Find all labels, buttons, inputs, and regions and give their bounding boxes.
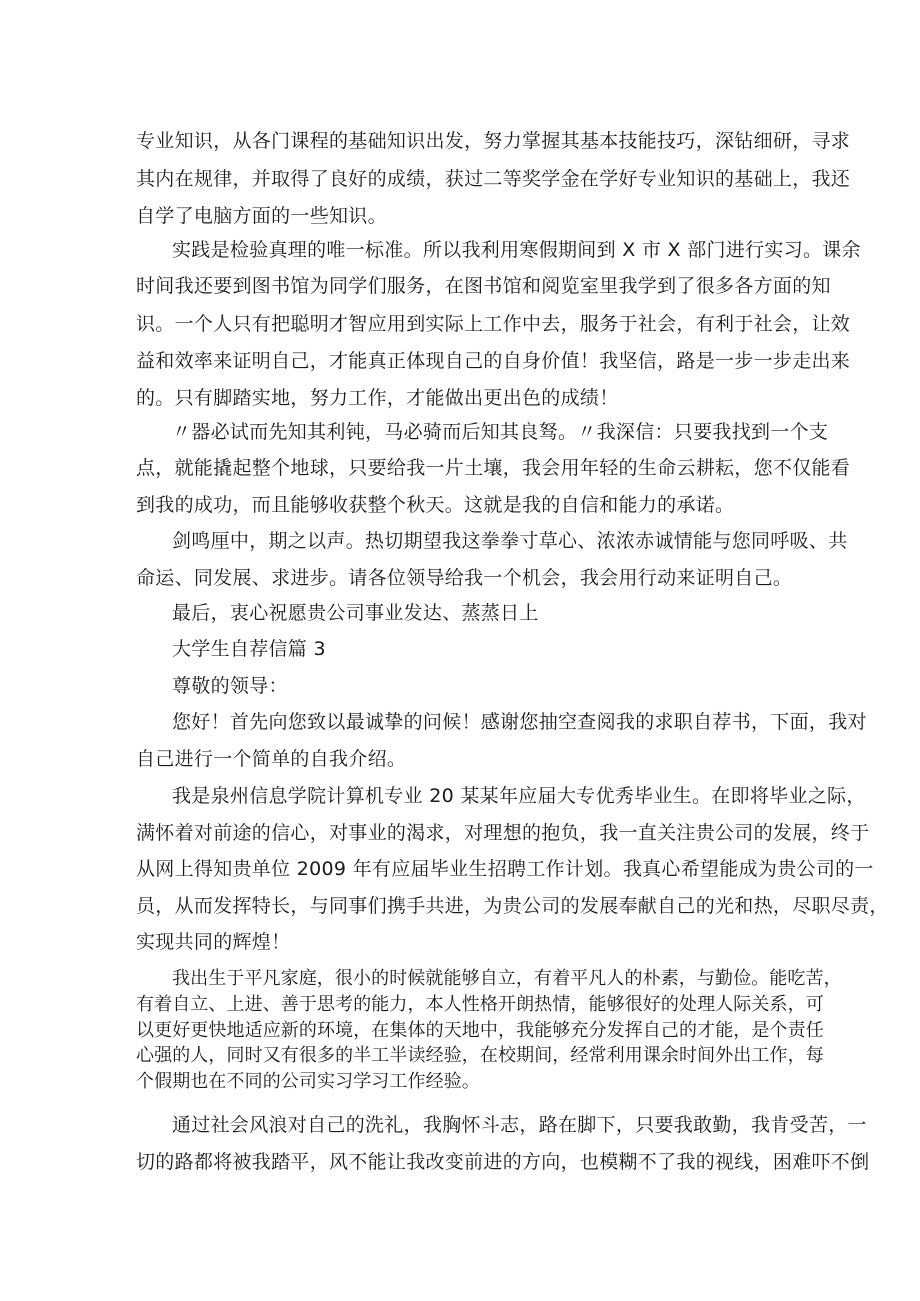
paragraph-line: 剑鸣厘中，期之以声。热切期望我这拳拳寸草心、浓浓赤诚情能与您同呼吸、共 [172, 530, 848, 552]
paragraph-line: 实践是检验真理的唯一标准。所以我利用寒假期间到 X 市 X 部门进行实习。课余 [172, 239, 861, 261]
paragraph-line: 从网上得知贵单位 2009 年有应届毕业生招聘工作计划。我真心希望能成为贵公司的一 [136, 858, 874, 880]
paragraph-line: 益和效率来证明自己，才能真正体现自己的自身价值！我坚信，路是一步一步走出来 [136, 350, 851, 372]
paragraph-line: 我出生于平凡家庭，很小的时候就能够自立，有着平凡人的朴素，与勤俭。能吃苦， [172, 968, 842, 989]
paragraph-line: 个假期也在不同的公司实习学习工作经验。 [136, 1071, 480, 1092]
paragraph-line: 有着自立、上进、善于思考的能力，本人性格开朗热情，能够很好的处理人际关系，可 [136, 994, 824, 1015]
section-heading: 大学生自荐信篇 3 [172, 638, 326, 660]
paragraph-line: 心强的人，同时又有很多的半工半读经验，在校期间，经常利用课余时间外出工作，每 [136, 1045, 824, 1066]
paragraph-line: 切的路都将被我踏平，风不能让我改变前进的方向，也模糊不了我的视线，困难吓不倒 [136, 1151, 870, 1173]
paragraph-line: 其内在规律，并取得了良好的成绩，获过二等奖学金在学好专业知识的基础上，我还 [136, 168, 851, 190]
paragraph-line: 自学了电脑方面的一些知识。 [136, 205, 387, 227]
paragraph-line: 点，就能撬起整个地球，只要给我一片土壤，我会用年轻的生命云耕耘，您不仅能看 [136, 457, 851, 479]
paragraph-line: 我是泉州信息学院计算机专业 20 某某年应届大专优秀毕业生。在即将毕业之际， [172, 785, 866, 807]
paragraph-line: 自己进行一个简单的自我介绍。 [136, 748, 407, 770]
paragraph-line: 的。只有脚踏实地，努力工作，才能做出更出色的成绩！ [136, 387, 619, 409]
paragraph-line: 员，从而发挥特长，与同事们携手共进，为贵公司的发展奉献自己的光和热，尽职尽责， [136, 895, 889, 917]
paragraph-line: 命运、同发展、求进步。请各位领导给我一个机会，我会用行动来证明自己。 [136, 567, 793, 589]
salutation: 尊敬的领导： [172, 675, 288, 697]
closing-wish: 最后，衷心祝愿贵公司事业发达、蒸蒸日上 [172, 602, 539, 624]
paragraph-line: 到我的成功，而且能够收获整个秋天。这就是我的自信和能力的承诺。 [136, 494, 735, 516]
paragraph-line: 满怀着对前途的信心，对事业的渴求，对理想的抱负，我一直关注贵公司的发展，终于 [136, 822, 870, 844]
paragraph-line: 专业知识，从各门课程的基础知识出发，努力掌握其基本技能技巧，深钻细研，寻求 [136, 130, 851, 152]
paragraph-line: 〃器必试而先知其利钝，马必骑而后知其良驽。〃我深信：只要我找到一个支 [172, 421, 829, 443]
paragraph-line: 通过社会风浪对自己的洗礼，我胸怀斗志，路在脚下，只要我敢勤，我肯受苦，一 [172, 1114, 867, 1136]
paragraph-line: 您好！首先向您致以最诚挚的问候！感谢您抽空查阅我的求职自荐书，下面，我对 [172, 711, 867, 733]
paragraph-line: 时间我还要到图书馆为同学们服务，在图书馆和阅览室里我学到了很多各方面的知 [136, 275, 831, 297]
paragraph-line: 以更好更快地适应新的环境，在集体的天地中，我能够充分发挥自己的才能，是个责任 [136, 1020, 824, 1041]
paragraph-line: 实现共同的辉煌！ [136, 931, 291, 953]
paragraph-line: 识。一个人只有把聪明才智应用到实际上工作中去，服务于社会，有利于社会，让效 [136, 313, 851, 335]
